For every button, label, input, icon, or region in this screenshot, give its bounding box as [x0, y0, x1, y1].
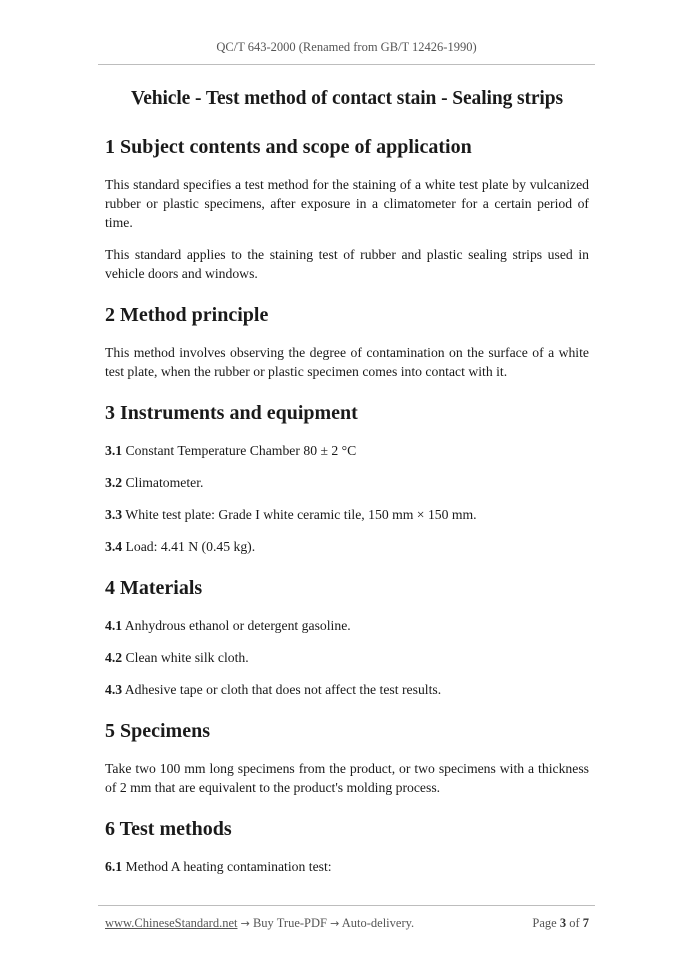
clause-number: 3.1: [105, 443, 123, 459]
website-link[interactable]: www.ChineseStandard.net: [105, 916, 238, 930]
section-1-paragraph-1: This standard specifies a test method for the staining of a white test plate by vulcanized rubber or plastic specimens, after exposure in a climatometer for a certain period of time.: [105, 177, 589, 231]
section-5-heading: 5 Specimens: [105, 720, 210, 743]
buy-pdf-text: Buy True-PDF: [249, 916, 331, 930]
clause-3-2: [105, 473, 589, 492]
section-2-heading: 2 Method principle: [105, 304, 269, 327]
section-3: [105, 400, 589, 556]
clause-number: 4.2: [105, 650, 123, 666]
page-number: 3: [559, 916, 567, 930]
clause-number: 3.2: [105, 475, 123, 491]
clause-text: Load: 4.41 N (0.45 kg).: [122, 539, 256, 555]
clause-text: Anhydrous ethanol or detergent gasoline.: [122, 618, 351, 634]
clause-text: Climatometer.: [122, 475, 204, 491]
clause-3-1: [105, 441, 589, 460]
document-title: Vehicle - Test method of contact stain - Sealing strips: [131, 88, 563, 109]
section-2-paragraph-1: This method involves observing the degree of contamination on the surface of a white test plate, when the rubber or plastic specimen comes into contact with it.: [105, 345, 589, 380]
header-divider: [98, 64, 595, 65]
clause-3-4: [105, 537, 589, 556]
footer-links: [105, 916, 414, 931]
clause-number: 4.1: [105, 618, 123, 634]
clause-4-1: [105, 616, 589, 635]
page-header: QC/T 643-2000 (Renamed from GB/T 12426-1990): [216, 40, 477, 54]
section-6-heading: 6 Test methods: [105, 818, 232, 841]
arrow-right-icon: →: [330, 917, 340, 930]
clause-4-2: [105, 648, 589, 667]
section-3-heading: 3 Instruments and equipment: [105, 402, 358, 425]
section-2: [105, 302, 589, 381]
section-4: [105, 575, 589, 699]
section-5-paragraph-1: Take two 100 mm long specimens from the product, or two specimens with a thickness of 2 mm that are equivalent to the product's molding process.: [105, 761, 589, 796]
clause-4-3: [105, 680, 589, 699]
clause-number: 4.3: [105, 682, 123, 698]
page-label: Page: [532, 916, 557, 930]
clause-text: Method A heating contamination test:: [122, 859, 332, 875]
page-indicator: [532, 916, 589, 931]
clause-text: Adhesive tape or cloth that does not affect the test results.: [122, 682, 442, 698]
section-1-paragraph-2: This standard applies to the staining test of rubber and plastic sealing strips used in vehicle doors and windows.: [105, 247, 589, 282]
arrow-right-icon: →: [240, 917, 250, 930]
clause-number: 6.1: [105, 859, 123, 875]
section-6: [105, 816, 589, 876]
clause-text: Constant Temperature Chamber 80 ± 2 °C: [122, 443, 357, 459]
clause-3-3: [105, 505, 589, 524]
clause-text: White test plate: Grade I white ceramic tile, 150 mm × 150 mm.: [122, 507, 477, 523]
section-1-heading: 1 Subject contents and scope of application: [105, 136, 472, 159]
footer-divider: [98, 905, 595, 906]
auto-delivery-text: Auto-delivery.: [339, 916, 415, 930]
section-1: [105, 134, 589, 283]
clause-number: 3.3: [105, 507, 123, 523]
section-5: [105, 718, 589, 797]
clause-number: 3.4: [105, 539, 123, 555]
document-body: [105, 86, 589, 895]
clause-6-1: [105, 857, 589, 876]
of-label: of: [569, 916, 580, 930]
clause-text: Clean white silk cloth.: [122, 650, 249, 666]
page-total: 7: [582, 916, 589, 930]
section-4-heading: 4 Materials: [105, 577, 203, 600]
